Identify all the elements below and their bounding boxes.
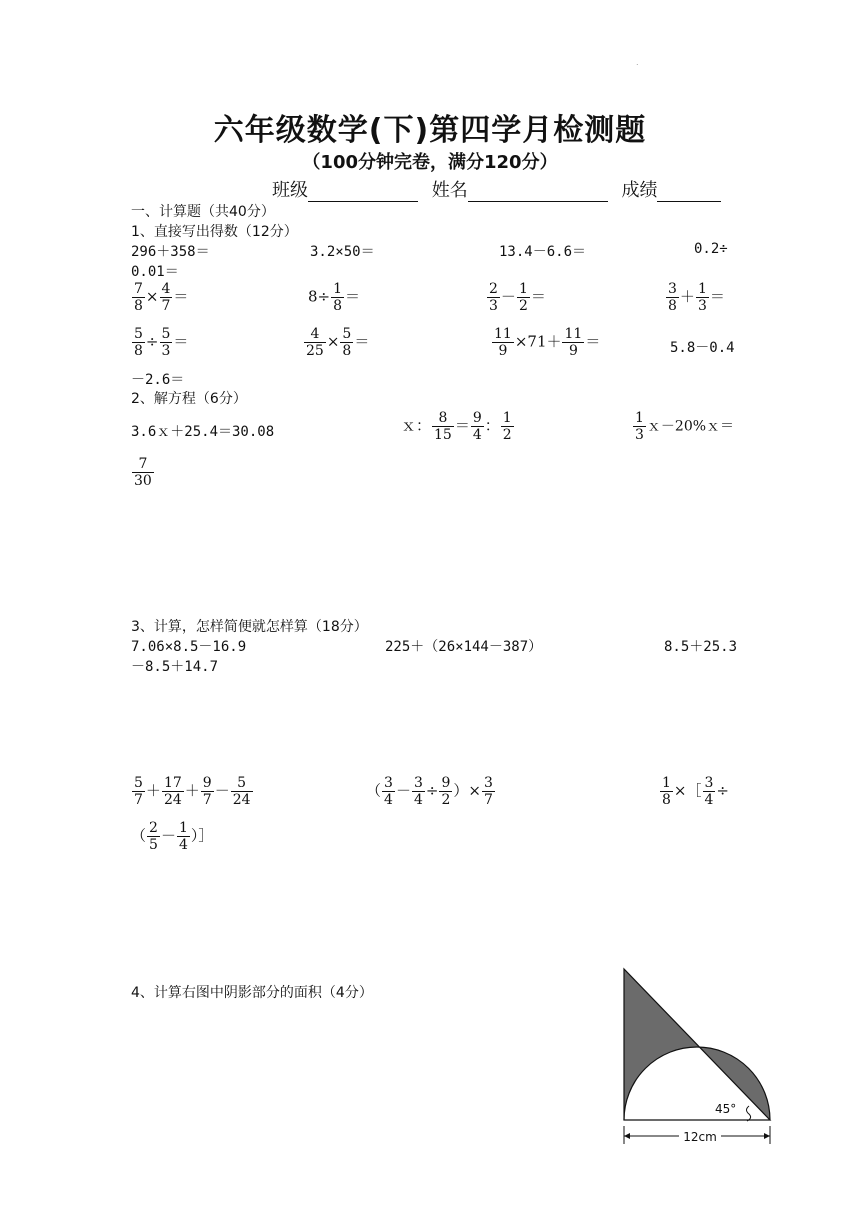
- part1-heading: 1、直接写出得数（12分）: [131, 224, 298, 240]
- corner-dot: .: [636, 58, 639, 67]
- fraction: $\frac{4}{25}$: [306, 326, 324, 359]
- part3-heading: 3、计算，怎样简便就怎样算（18分）: [131, 619, 368, 635]
- fraction: $\frac{3}{4}$: [413, 775, 423, 808]
- fraction: $\frac{9}{2}$: [441, 775, 451, 808]
- fraction: $\frac{9}{7}$: [202, 775, 212, 808]
- score-blank[interactable]: [657, 181, 721, 202]
- q5: $\frac{7}{8}$ × $\frac{4}{7}$ ＝: [134, 281, 189, 314]
- q3: 13.4－6.6＝: [499, 244, 587, 260]
- fraction: $\frac{7}{8}$: [134, 281, 143, 314]
- fraction: $\frac{4}{7}$: [161, 281, 171, 314]
- equation2: ｘ： $\frac{8}{15}$ ＝ $\frac{9}{4}$ ： $\frac{1}{2}$: [401, 410, 512, 443]
- length-label: 12cm: [683, 1130, 717, 1144]
- angle-label: 45°: [715, 1102, 737, 1116]
- page-title: 六年级数学(下)第四学月检测题: [213, 113, 647, 148]
- name-label: 姓名: [431, 180, 468, 201]
- part4-heading: 4、计算右图中阴影部分的面积（4分）: [131, 985, 373, 1001]
- fraction: $\frac{5}{24}$: [232, 775, 251, 808]
- fraction: $\frac{3}{4}$: [704, 775, 714, 808]
- fraction: $\frac{9}{4}$: [472, 410, 482, 443]
- fraction: $\frac{8}{15}$: [434, 410, 452, 443]
- fraction: $\frac{7}{30}$: [134, 456, 152, 489]
- q10: $\frac{4}{25}$ × $\frac{5}{8}$ ＝: [306, 326, 370, 359]
- fraction: $\frac{11}{9}$: [564, 326, 583, 359]
- fraction: $\frac{2}{3}$: [489, 281, 498, 314]
- part2-heading: 2、解方程（6分）: [131, 391, 247, 407]
- fraction: $\frac{3}{4}$: [384, 775, 393, 808]
- q11: $\frac{11}{9}$ ×71＋ $\frac{11}{9}$ ＝: [494, 326, 601, 359]
- fraction: $\frac{17}{24}$: [163, 775, 182, 808]
- fraction: $\frac{1}{3}$: [697, 281, 707, 314]
- fraction: $\frac{5}{8}$: [134, 326, 143, 359]
- equation1: 3.6ｘ＋25.4＝30.08: [131, 424, 275, 440]
- calc6-part1: $\frac{1}{8}$ ×［ $\frac{3}{4}$ ÷: [662, 775, 729, 808]
- name-blank[interactable]: [468, 181, 608, 202]
- equation3-rhs: [131, 456, 155, 489]
- fraction: $\frac{1}{2}$: [518, 281, 528, 314]
- calc4: $\frac{5}{7}$ ＋ $\frac{17}{24}$ ＋ $\frac{9}{7}$ － $\frac{5}{24}$: [134, 775, 251, 808]
- q6: 8÷ $\frac{1}{8}$ ＝: [308, 281, 361, 314]
- shaded-area-figure: [615, 962, 785, 1152]
- calc1: 7.06×8.5－16.9: [131, 639, 247, 655]
- fraction: $\frac{5}{8}$: [342, 326, 352, 359]
- q8: $\frac{3}{8}$ ＋ $\frac{1}{3}$ ＝: [668, 281, 725, 314]
- class-blank[interactable]: [308, 181, 418, 202]
- q1: 296＋358＝: [131, 244, 210, 260]
- q4-part1: 0.2÷: [694, 241, 728, 257]
- class-label: 班级: [272, 180, 308, 201]
- fraction: $\frac{5}{7}$: [134, 775, 143, 808]
- calc6-part2: （ $\frac{2}{5}$ － $\frac{1}{4}$ ）］: [131, 820, 214, 853]
- equation3: $\frac{1}{3}$ ｘ－20%ｘ＝: [635, 410, 735, 443]
- q12-part1: 5.8－0.4: [670, 340, 735, 356]
- info-line: [272, 176, 721, 202]
- fraction: $\frac{1}{3}$: [635, 410, 644, 443]
- q4-part2: 0.01＝: [131, 264, 179, 280]
- calc3-part2: －8.5＋14.7: [131, 659, 219, 675]
- fraction: $\frac{1}{8}$: [333, 281, 343, 314]
- q7: $\frac{2}{3}$ － $\frac{1}{2}$ ＝: [489, 281, 546, 314]
- q12-part2: －2.6＝: [131, 372, 185, 388]
- fraction: $\frac{2}{5}$: [149, 820, 158, 853]
- section1-heading: 一、计算题（共40分）: [131, 204, 275, 220]
- q9: $\frac{5}{8}$ ÷ $\frac{5}{3}$ ＝: [134, 326, 189, 359]
- fraction: $\frac{1}{8}$: [662, 775, 671, 808]
- q2: 3.2×50＝: [310, 244, 375, 260]
- score-label: 成绩: [621, 180, 658, 201]
- calc5: （ $\frac{3}{4}$ － $\frac{3}{4}$ ÷ $\frac{9}{2}$ ）× $\frac{3}{7}$: [366, 775, 493, 808]
- fraction: $\frac{5}{3}$: [161, 326, 171, 359]
- fraction: $\frac{3}{8}$: [668, 281, 677, 314]
- fraction: $\frac{11}{9}$: [494, 326, 512, 359]
- calc2: 225＋（26×144－387）: [385, 639, 543, 655]
- fraction: $\frac{1}{4}$: [178, 820, 188, 853]
- fraction: $\frac{3}{7}$: [483, 775, 493, 808]
- page-subtitle: （100分钟完卷，满分120分）: [302, 152, 558, 173]
- fraction: $\frac{1}{2}$: [502, 410, 512, 443]
- calc3-part1: 8.5＋25.3: [664, 639, 738, 655]
